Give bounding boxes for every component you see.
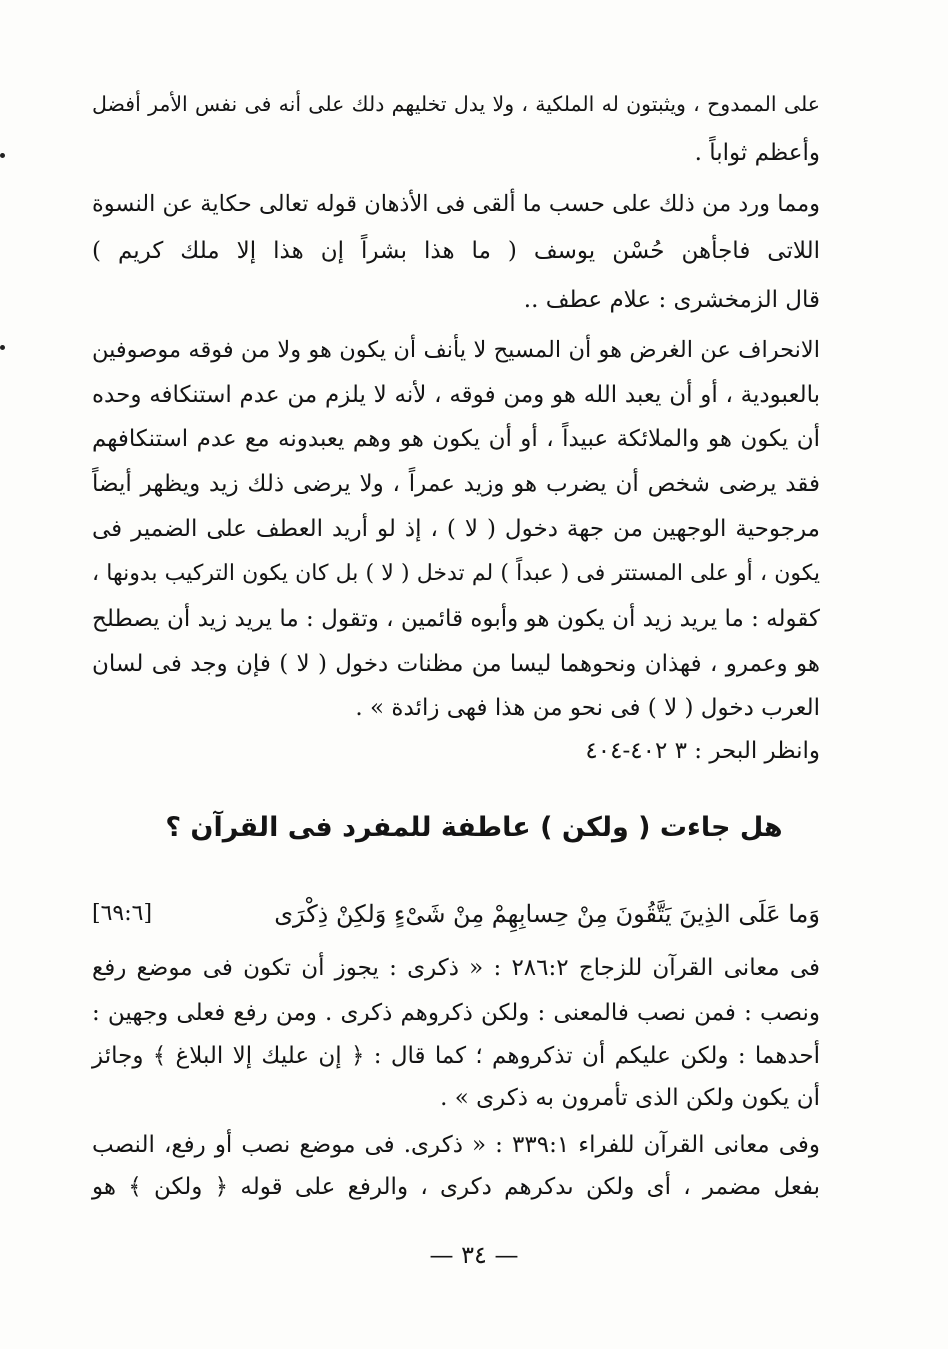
text-line: ومما ورد من ذلك على حسب ما ألقى فى الأذهان قوله تعالى حكاية عن النسوة [92,191,820,217]
text-line: ونصب : فمن نصب فالمعنى : ولكن ذكروهم ذكرى . ومن رفع فعلى وجهين : [92,1000,820,1026]
reference-line: وانظر البحر : ٣ ٤٠٢-٤٠٤ [585,738,820,764]
verse-reference: [٦٩:٦] [92,901,153,926]
text-line: الانحراف عن الغرض هو أن المسيح لا يأنف أن يكون هو ولا من فوقه موصوفين [92,337,820,363]
text-line: أن يكون ولكن الذى تأمرون به ذكرى » . [440,1085,820,1111]
text-line: على الممدوح ، ويثبتون له الملكية ، ولا يدل تخليهم دلك على أنه فى نفس الأمر أفضل [92,92,820,116]
text-line: وأعظم ثواباً . [694,140,820,166]
text-line: أن يكون هو والملائكة عبيداً ، أو أن يكون هو وهم يعبدونه مع عدم استنكافهم [92,426,820,452]
text-line: كقوله : ما يريد زيد أن يكون هو وأبوه قائمين ، وتقول : ما يريد زيد أن يصطلح [92,606,820,632]
scan-speck [0,153,5,158]
text-line: بفعل مضمر ، أى ولكن ىدكرهم دكرى ، والرفع على قوله ﴿ ولكن ﴾ هو [92,1174,820,1200]
text-line: مرجوحية الوجهين من جهة دخول ( لا ) ، إذ لو أريد العطف على الضمير فى [92,516,821,542]
text-line: بالعبودية ، أو أن يعبد الله هو ومن فوقه ، لأنه لا يلزم من عدم استنكافه وحده [92,382,820,408]
text-line: يكون ، أو على المستتر فى ( عبداً ) لم تدخل ( لا ) بل كان يكون التركيب بدونها ، [92,561,820,586]
text-line: فى معانى القرآن للزجاج ٢٨٦:٢ : « ذكرى : يجوز أن تكون فى موضع رفع [92,955,820,981]
scan-speck [0,345,5,350]
verse-text: وَما عَلَى الذِينَ يَتَّقُونَ مِنْ حِسابِهِمْ مِنْ شَىْءٍ وَلكِنْ ذِكْرَى [274,900,820,928]
text-line: هو وعمرو ، فهذان ونحوهما ليسا من مظنات دخول ( لا ) فإن وجد فى لسان [92,651,820,677]
text-line: العرب دخول ( لا ) فى نحو من هذا فهى زائدة » . [355,695,820,721]
quran-verse [92,898,820,932]
page-number: — ٣٤ — [429,1241,519,1269]
text-line: وفى معانى القرآن للفراء ٣٣٩:١ : « ذكرى. فى موضع نصب أو رفع، النصب [92,1132,820,1158]
section-heading: هل جاءت ( ولكن ) عاطفة للمفرد فى القرآن ؟ [165,812,783,843]
text-line: أحدهما : ولكن عليكم أن تذكروهم ؛ كما قال : ﴿ إن عليك إلا البلاغ ﴾ وجائز [92,1043,820,1069]
text-line: قال الزمخشرى : علام عطف .. [523,287,820,313]
text-line: اللاتى فاجأهن حُسْن يوسف ( ما هذا بشراً إن هذا إلا ملك كريم ) [92,238,820,264]
text-line: فقد يرضى شخص أن يضرب هو وزيد عمراً ، ولا يرضى ذلك زيد ويظهر أيضاً [92,471,820,497]
